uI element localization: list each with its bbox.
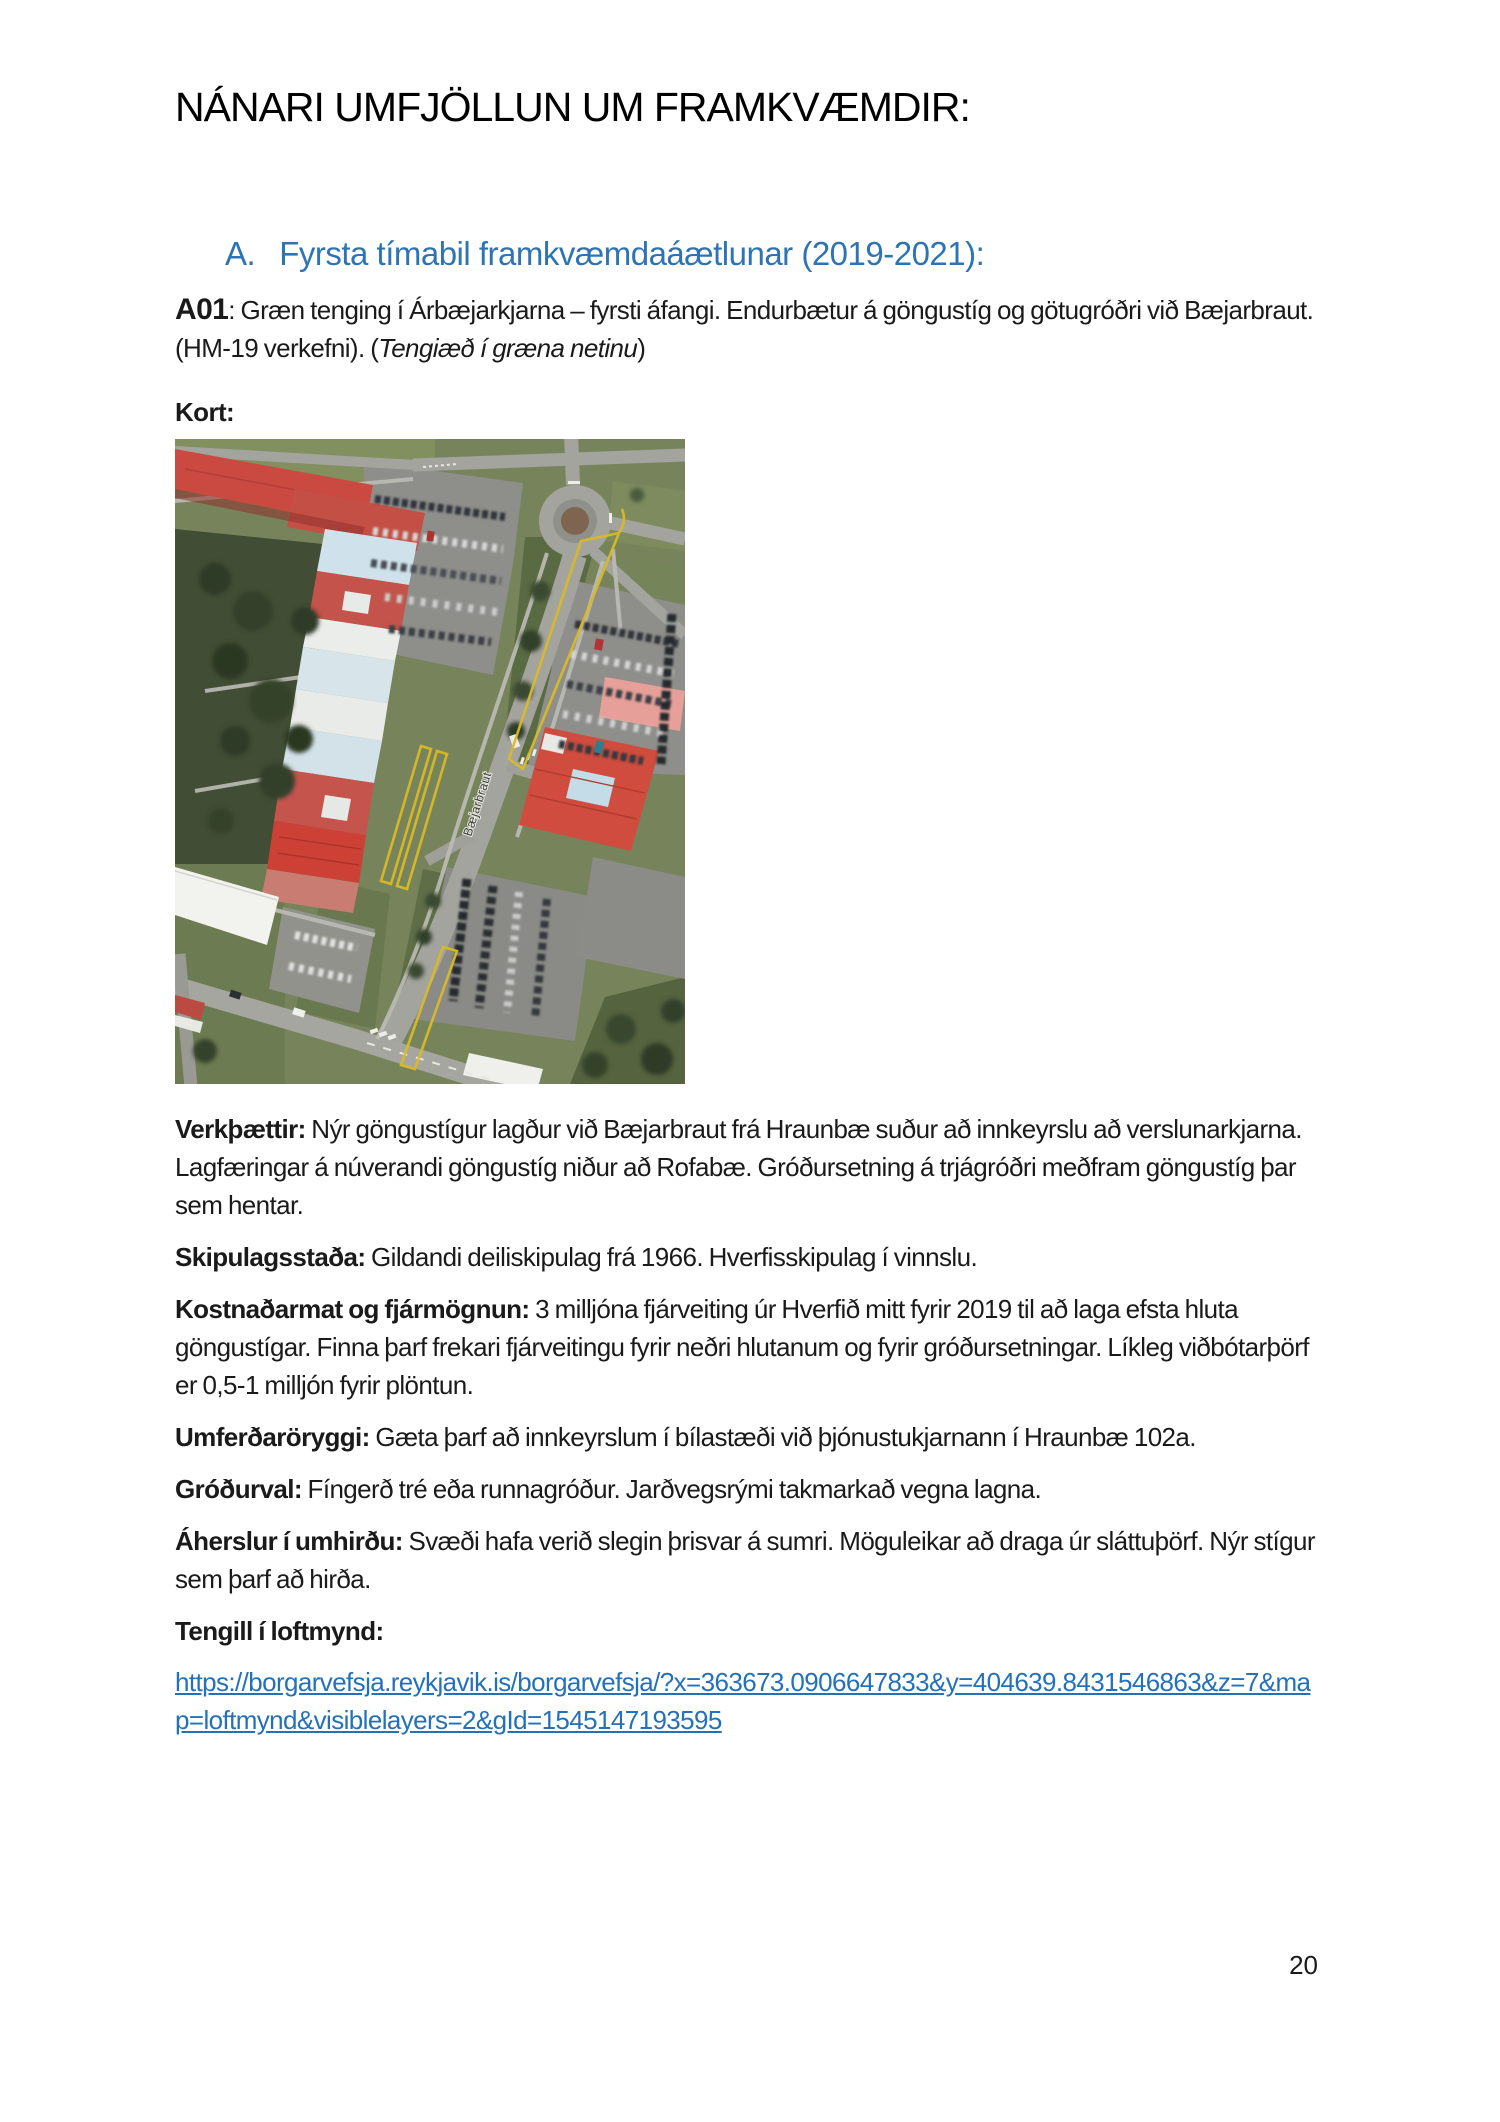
info-paragraph-skipulagsstada [175, 1238, 1322, 1276]
project-code: A01 [175, 293, 229, 326]
paragraph-label: Gróðurval: [175, 1474, 302, 1504]
paragraph-text: Gildandi deiliskipulag frá 1966. Hverfisskipulag í vinnslu. [365, 1242, 978, 1272]
paragraph-label: Kostnaðarmat og fjármögnun: [175, 1294, 530, 1324]
link-paragraph [175, 1663, 1322, 1739]
paragraph-label: Verkþættir: [175, 1114, 306, 1144]
section-heading [175, 235, 1322, 273]
paragraph-text: 3 milljóna fjárveiting úr Hverfið mitt fyrir 2019 til að laga efsta hluta göngustígar. Finna þarf frekari fjárveitingu fyrir neðri hlutanum og fyrir gróðursetningar. Líkleg viðbótarþörf er 0,5-1 milljón fyrir plöntun. [175, 1294, 1309, 1400]
paragraph-label: Áherslur í umhirðu: [175, 1526, 403, 1556]
map-label: Kort: [175, 397, 235, 427]
page-title: NÁNARI UMFJÖLLUN UM FRAMKVÆMDIR: [175, 84, 970, 130]
street-label: Bæjarbraut [460, 770, 495, 838]
info-paragraph-aherslur [175, 1522, 1322, 1598]
project-description: : Græn tenging í Árbæjarkjarna – fyrsti áfangi. Endurbætur á göngustíg og götugróðri við Bæjarbraut. (HM-19 verkefni). ( [175, 295, 1314, 363]
paragraph-label: Skipulagsstaða: [175, 1242, 366, 1272]
project-intro [175, 291, 1322, 367]
paragraph-label: Umferðaröryggi: [175, 1422, 370, 1452]
aerial-map-image [175, 439, 685, 1084]
section-letter: A. [225, 235, 256, 272]
paragraph-text: Svæði hafa verið slegin þrisvar á sumri. Möguleikar að draga úr sláttuþörf. Nýr stígur sem þarf að hirða. [175, 1526, 1315, 1594]
paragraph-text: Nýr göngustígur lagður við Bæjarbraut frá Hraunbæ suður að innkeyrslu að verslunarkjarna. Lagfæringar á núverandi göngustíg niður að Rofabæ. Gróðursetning á trjágróðri meðfram göngustíg þar sem hentar. [175, 1114, 1302, 1220]
aerial-map-link[interactable]: https://borgarvefsja.reykjavik.is/borgarvefsja/?x=363673.0906647833&y=404639.8431546863&z=7&map=loftmynd&visiblelayers=2&gId=1545147193595 [175, 1667, 1311, 1735]
info-paragraph-grodurval [175, 1470, 1322, 1508]
project-description-close: ) [637, 333, 646, 363]
page-number: 20 [1289, 1950, 1318, 1980]
info-paragraph-kostnadarmat [175, 1290, 1322, 1404]
paragraph-text: Fíngerð tré eða runnagróður. Jarðvegsrými takmarkað vegna lagna. [301, 1474, 1042, 1504]
link-heading: Tengill í loftmynd: [175, 1616, 384, 1646]
section-title: Fyrsta tímabil framkvæmdaáætlunar (2019-2021): [279, 235, 985, 272]
info-paragraph-umferdaroryggi [175, 1418, 1322, 1456]
paragraph-text: Gæta þarf að innkeyrslum í bílastæði við þjónustukjarnann í Hraunbæ 102a. [369, 1422, 1196, 1452]
info-paragraph-verkthaettir [175, 1110, 1322, 1224]
project-description-italic: Tengiæð í græna netinu [378, 333, 638, 363]
